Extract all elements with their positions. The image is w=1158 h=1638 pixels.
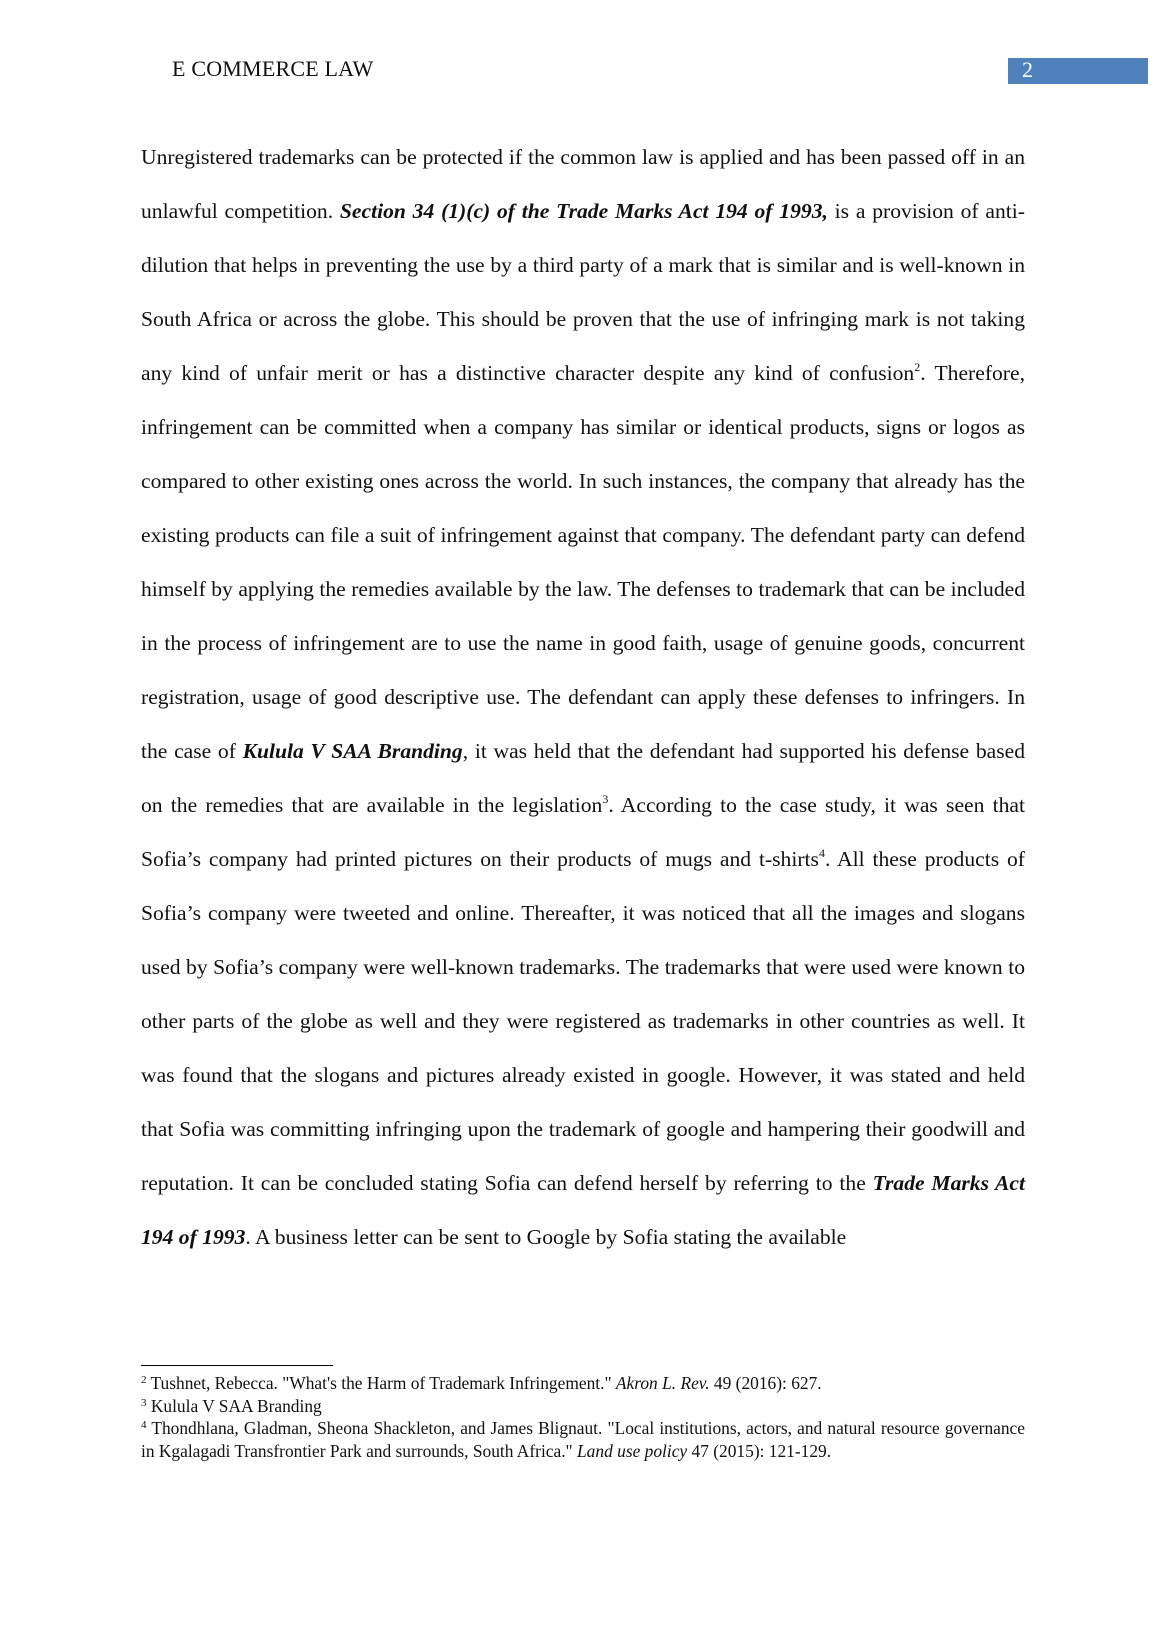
body-text-segment: Unregistered trademarks can be protected if the common law is applied and has been passed off in an unlawful competition. bbox=[141, 145, 1025, 223]
footnote-journal: Akron L. Rev. bbox=[615, 1373, 710, 1393]
footnote-number: 3 bbox=[141, 1396, 147, 1409]
footnote-text: Kulula V SAA Branding bbox=[146, 1395, 322, 1416]
header-title: E COMMERCE LAW bbox=[172, 56, 374, 81]
footnote-reference[interactable]: 2 bbox=[914, 360, 921, 374]
body-text-segment: . All these products of Sofia’s company were tweeted and online. Thereafter, it was noticed that all the images and slogans used by Sofia’s company were well-known trademarks. The trademarks that were used were known to other parts of the globe as well and they were registered as trademarks in other countries as well. It was found that the slogans and pictures already existed in google. However, it was stated and held that Sofia was committing infringing upon the trademark of google and hampering their goodwill and reputation. It can be concluded stating Sofia can defend herself by referring to the bbox=[141, 847, 1025, 1195]
statute-reference: Trade Marks Act 194 of 1993 bbox=[141, 1171, 1026, 1249]
body-text-segment: . Therefore, infringement can be committed when a company has similar or identical products, signs or logos as compared to other existing ones across the world. In such instances, the company that already has the existing products can file a suit of infringement against that company. The defendant party can defend himself by applying the remedies available by the law. The defenses to trademark that can be included in the process of infringement are to use the name in good faith, usage of genuine goods, concurrent registration, usage of good descriptive use. The defendant can apply these defenses to infringers. In the case of bbox=[141, 361, 1025, 763]
case-name: Kulula V SAA Branding bbox=[242, 739, 463, 763]
body-text-segment: is a provision of anti-dilution that helps in preventing the use by a third party of a mark that is similar and is well-known in South Africa or across the globe. This should be proven that the use of infringing mark is not taking any kind of unfair merit or has a distinctive character despite any kind of confusion bbox=[141, 199, 1025, 385]
footnote-number: 2 bbox=[141, 1374, 147, 1386]
body-paragraph bbox=[141, 130, 1025, 1264]
page-number: 2 bbox=[1022, 57, 1033, 82]
footnote bbox=[141, 1372, 1025, 1395]
body-text-segment: , it was held that the defendant had supported his defense based on the remedies that are available in the legislation bbox=[141, 739, 1025, 817]
footnote-number: 4 bbox=[141, 1419, 147, 1431]
footnote-reference[interactable]: 3 bbox=[602, 792, 609, 806]
body-text-segment: . A business letter can be sent to Google by Sofia stating the available bbox=[245, 1225, 847, 1249]
body-text-segment: . According to the case study, it was seen that Sofia’s company had printed pictures on their products of mugs and t-shirts bbox=[141, 793, 1025, 871]
footnote bbox=[141, 1395, 1025, 1418]
statute-reference: Section 34 (1)(c) of the Trade Marks Act 194 of 1993, bbox=[339, 199, 828, 223]
footnote-text: Tushnet, Rebecca. "What's the Harm of Trademark Infringement." bbox=[146, 1373, 616, 1393]
footnote-reference[interactable]: 4 bbox=[818, 846, 825, 860]
footnote-text: 47 (2015): 121-129. bbox=[687, 1440, 832, 1461]
footnote-text: 49 (2016): 627. bbox=[709, 1373, 822, 1393]
footnote-text: Thondhlana, Gladman, Sheona Shackleton, and James Blignaut. "Local institutions, actors, and natural resource governance in Kgalagadi Transfrontier Park and surrounds, South Africa." bbox=[141, 1418, 1025, 1461]
footnote-separator bbox=[141, 1365, 333, 1366]
footnote bbox=[141, 1417, 1025, 1462]
page-number-bar bbox=[1008, 58, 1148, 84]
footnote-journal: Land use policy bbox=[577, 1440, 688, 1461]
footnotes bbox=[141, 1372, 1025, 1462]
